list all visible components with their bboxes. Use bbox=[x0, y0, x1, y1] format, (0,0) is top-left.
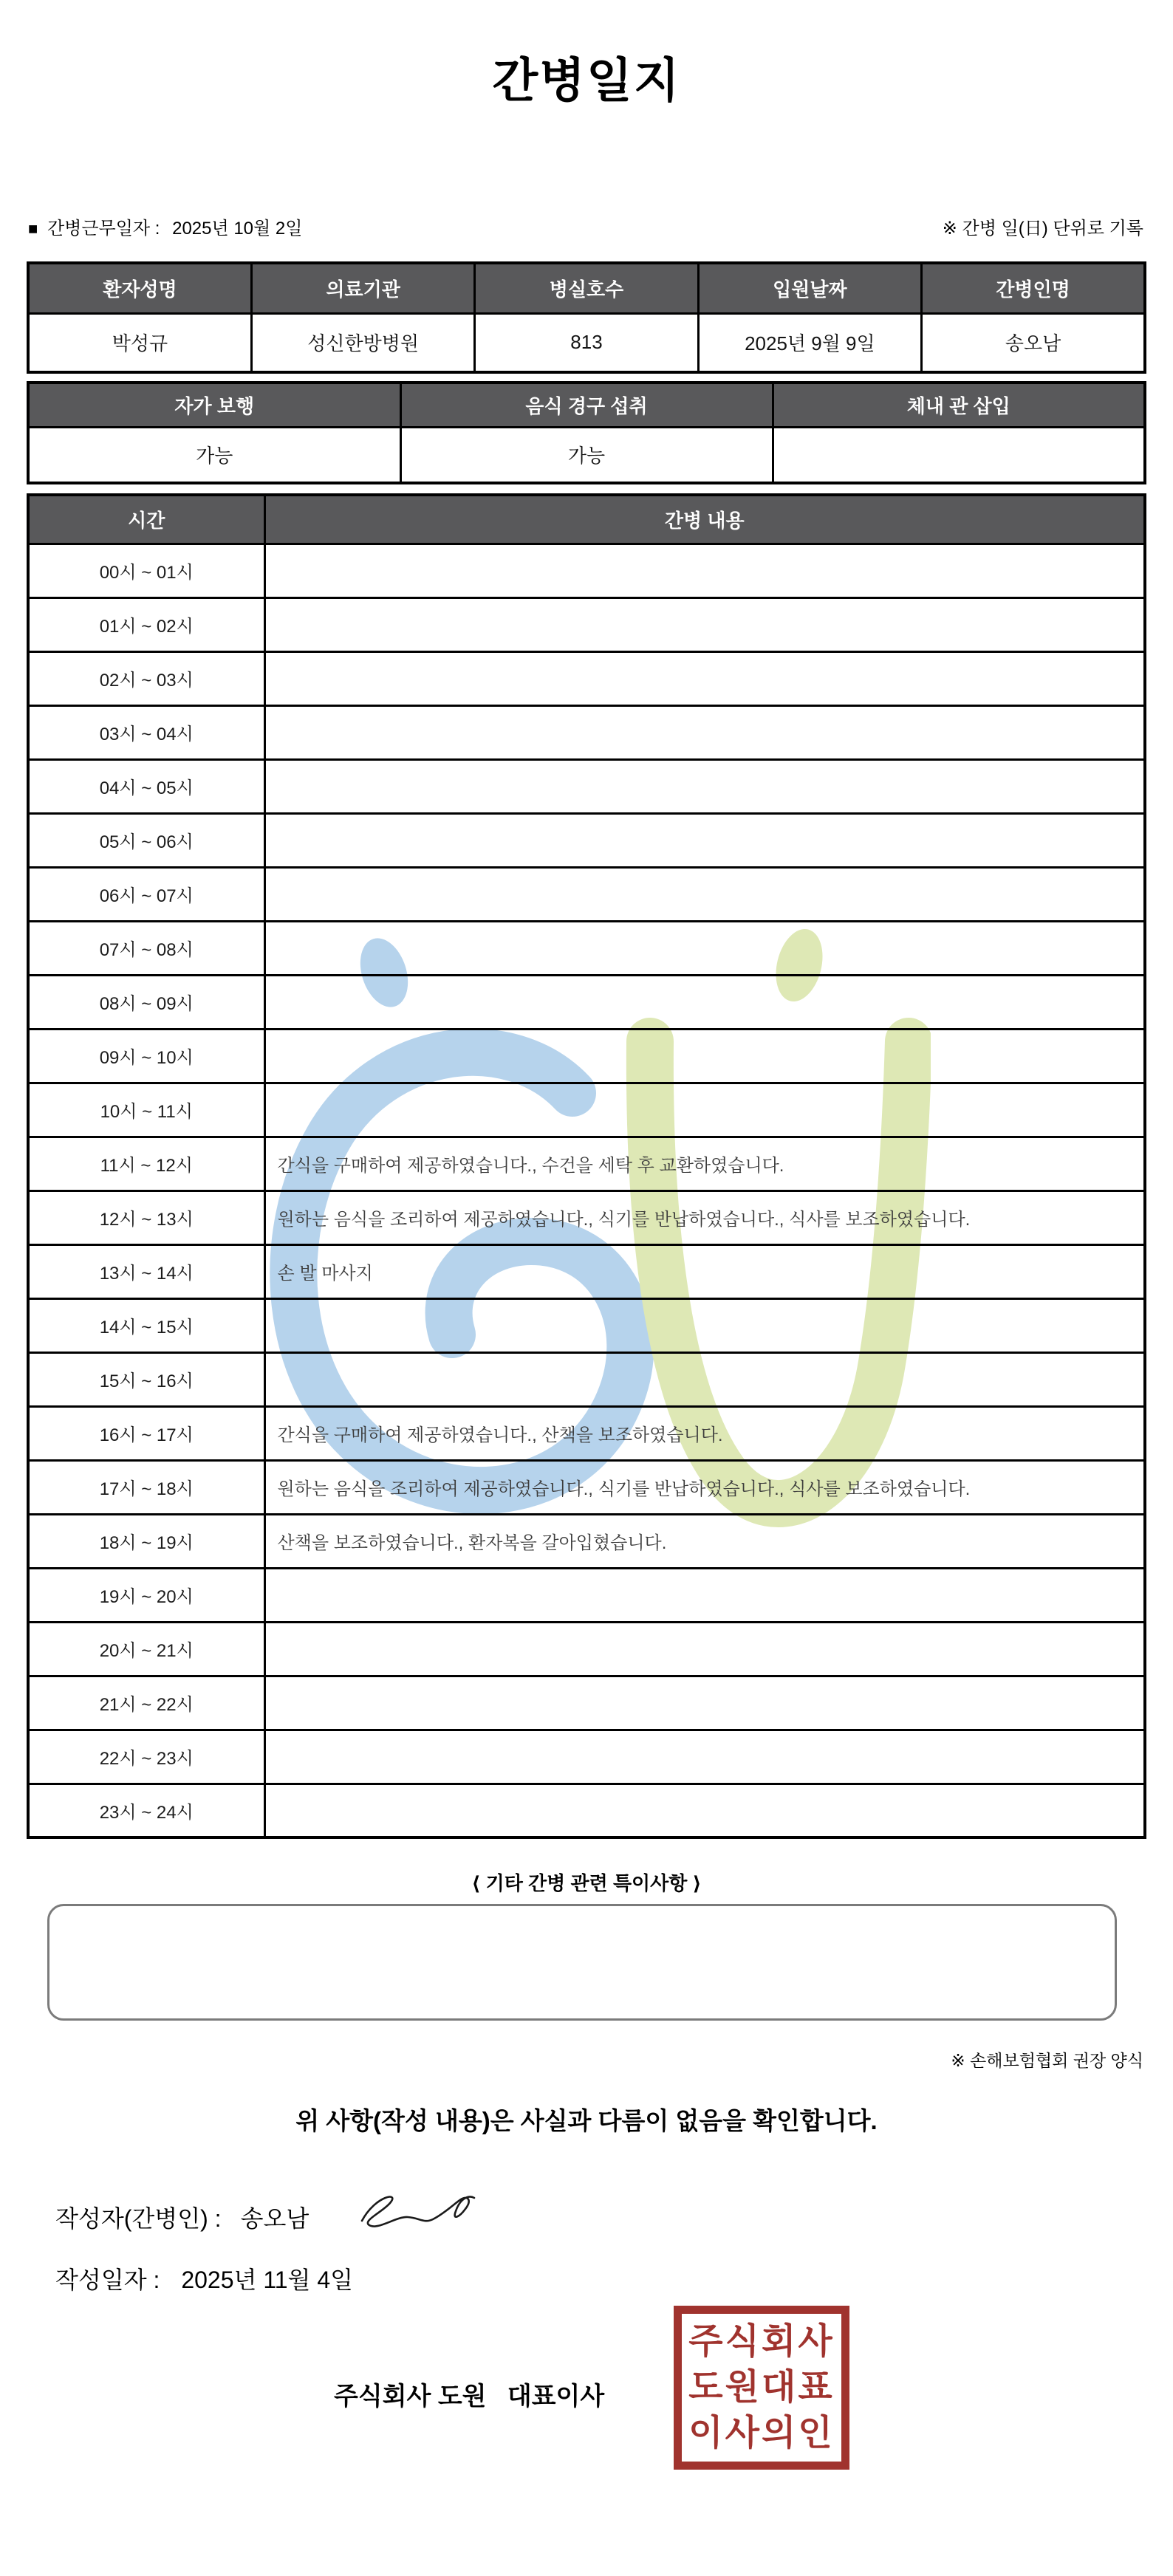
care-table-row bbox=[28, 921, 1145, 975]
other-notes-title: ⟨ 기타 간병 관련 특이사항 ⟩ bbox=[471, 1872, 702, 1894]
work-date-line bbox=[28, 213, 302, 239]
care-table-row bbox=[28, 1298, 1145, 1352]
seal-text-line: 이사의인 bbox=[688, 2414, 835, 2453]
care-content-cell bbox=[264, 1352, 1145, 1406]
care-content-cell bbox=[264, 759, 1145, 813]
care-content-cell: 산책을 보조하였습니다., 환자복을 갈아입혔습니다. bbox=[264, 1514, 1145, 1568]
written-date-value: 2025년 11월 4일 bbox=[181, 2267, 354, 2293]
care-table-row bbox=[28, 597, 1145, 651]
writer-line bbox=[55, 2189, 1173, 2245]
insurance-form-note: ※ 손해보험협회 권장 양식 bbox=[951, 2051, 1143, 2070]
value-admission-date: 2025년 9월 9일 bbox=[698, 313, 921, 372]
care-content-cell bbox=[264, 975, 1145, 1029]
company-seal-row bbox=[0, 2306, 1173, 2490]
care-time-cell: 05시 ~ 06시 bbox=[28, 813, 264, 867]
care-table-row bbox=[28, 1137, 1145, 1191]
care-table-row bbox=[28, 813, 1145, 867]
patient-info-header-row bbox=[28, 263, 1145, 313]
seal-text-line: 주식회사 bbox=[688, 2322, 835, 2361]
care-log-table bbox=[27, 493, 1146, 1839]
writer-label: 작성자(간병인) : bbox=[55, 2205, 222, 2232]
value-self-walking: 가능 bbox=[28, 427, 400, 483]
care-table-row bbox=[28, 1029, 1145, 1083]
care-time-cell: 21시 ~ 22시 bbox=[28, 1676, 264, 1730]
care-content-cell bbox=[264, 597, 1145, 651]
care-time-cell: 15시 ~ 16시 bbox=[28, 1352, 264, 1406]
header-internal-tube: 체내 관 삽입 bbox=[773, 383, 1145, 427]
care-time-cell: 13시 ~ 14시 bbox=[28, 1244, 264, 1298]
care-content-cell bbox=[264, 921, 1145, 975]
care-table-row bbox=[28, 1460, 1145, 1514]
care-time-cell: 14시 ~ 15시 bbox=[28, 1298, 264, 1352]
care-table-row bbox=[28, 1514, 1145, 1568]
value-room-number: 813 bbox=[475, 313, 698, 372]
care-time-cell: 22시 ~ 23시 bbox=[28, 1730, 264, 1784]
care-content-cell bbox=[264, 544, 1145, 597]
patient-status-table bbox=[27, 381, 1146, 484]
care-content-cell: 간식을 구매하여 제공하였습니다., 산책을 보조하였습니다. bbox=[264, 1406, 1145, 1460]
care-table-row bbox=[28, 1622, 1145, 1676]
written-date-line bbox=[55, 2261, 1173, 2291]
company-ceo-line: 주식회사 도원 대표이사 bbox=[334, 2383, 605, 2411]
care-content-cell bbox=[264, 1298, 1145, 1352]
care-time-cell: 00시 ~ 01시 bbox=[28, 544, 264, 597]
care-time-cell: 23시 ~ 24시 bbox=[28, 1784, 264, 1837]
care-time-cell: 08시 ~ 09시 bbox=[28, 975, 264, 1029]
care-time-cell: 16시 ~ 17시 bbox=[28, 1406, 264, 1460]
care-content-cell: 손 발 마사지 bbox=[264, 1244, 1145, 1298]
care-content-cell bbox=[264, 705, 1145, 759]
value-medical-institution: 성신한방병원 bbox=[251, 313, 474, 372]
care-time-cell: 09시 ~ 10시 bbox=[28, 1029, 264, 1083]
header-medical-institution: 의료기관 bbox=[251, 263, 474, 313]
care-time-cell: 20시 ~ 21시 bbox=[28, 1622, 264, 1676]
care-table-row bbox=[28, 1406, 1145, 1460]
patient-info-table bbox=[27, 261, 1146, 374]
care-table-row bbox=[28, 651, 1145, 705]
header-caregiver-name: 간병인명 bbox=[922, 263, 1145, 313]
work-date-label: 간병근무일자 : bbox=[47, 219, 160, 239]
care-time-cell: 02시 ~ 03시 bbox=[28, 651, 264, 705]
square-bullet-icon: ■ bbox=[28, 219, 38, 238]
value-caregiver-name: 송오남 bbox=[922, 313, 1145, 372]
care-content-cell bbox=[264, 1784, 1145, 1837]
care-table-header-row bbox=[28, 495, 1145, 544]
care-content-cell: 원하는 음식을 조리하여 제공하였습니다., 식기를 반납하였습니다., 식사를 보조하였습니다. bbox=[264, 1460, 1145, 1514]
patient-info-value-row bbox=[28, 313, 1145, 372]
header-admission-date: 입원날짜 bbox=[698, 263, 921, 313]
care-time-cell: 01시 ~ 02시 bbox=[28, 597, 264, 651]
header-time: 시간 bbox=[28, 495, 264, 544]
care-content-cell bbox=[264, 1029, 1145, 1083]
care-content-cell bbox=[264, 813, 1145, 867]
care-time-cell: 19시 ~ 20시 bbox=[28, 1568, 264, 1622]
status-header-row bbox=[28, 383, 1145, 427]
care-content-cell bbox=[264, 1568, 1145, 1622]
care-content-cell: 원하는 음식을 조리하여 제공하였습니다., 식기를 반납하였습니다., 식사를 보조하였습니다. bbox=[264, 1191, 1145, 1244]
care-content-cell bbox=[264, 1730, 1145, 1784]
care-time-cell: 03시 ~ 04시 bbox=[28, 705, 264, 759]
page-title: 간병일지 bbox=[492, 54, 681, 107]
care-time-cell: 10시 ~ 11시 bbox=[28, 1083, 264, 1137]
header-room-number: 병실호수 bbox=[475, 263, 698, 313]
care-time-cell: 07시 ~ 08시 bbox=[28, 921, 264, 975]
header-care-content: 간병 내용 bbox=[264, 495, 1145, 544]
handwritten-signature bbox=[352, 2187, 485, 2240]
care-time-cell: 12시 ~ 13시 bbox=[28, 1191, 264, 1244]
care-table-row bbox=[28, 1191, 1145, 1244]
care-content-cell bbox=[264, 1622, 1145, 1676]
care-table-row bbox=[28, 1352, 1145, 1406]
care-time-cell: 06시 ~ 07시 bbox=[28, 867, 264, 921]
written-date-label: 작성일자 : bbox=[55, 2267, 160, 2293]
care-table-row bbox=[28, 1568, 1145, 1622]
care-content-cell bbox=[264, 867, 1145, 921]
work-date-value: 2025년 10월 2일 bbox=[172, 219, 303, 239]
care-time-cell: 11시 ~ 12시 bbox=[28, 1137, 264, 1191]
care-table-row bbox=[28, 705, 1145, 759]
care-time-cell: 17시 ~ 18시 bbox=[28, 1460, 264, 1514]
meta-row bbox=[28, 216, 1143, 239]
confirmation-statement: 위 사항(작성 내용)은 사실과 다름이 없음을 확인합니다. bbox=[295, 2107, 878, 2134]
care-content-cell bbox=[264, 1083, 1145, 1137]
header-patient-name: 환자성명 bbox=[28, 263, 251, 313]
writer-name: 송오남 bbox=[240, 2205, 310, 2232]
care-time-cell: 18시 ~ 19시 bbox=[28, 1514, 264, 1568]
care-content-cell bbox=[264, 1676, 1145, 1730]
care-table-row bbox=[28, 1784, 1145, 1837]
care-table-row bbox=[28, 975, 1145, 1029]
care-content-cell bbox=[264, 651, 1145, 705]
seal-text-line: 도원대표 bbox=[688, 2368, 835, 2407]
care-table-row bbox=[28, 1244, 1145, 1298]
care-table-row bbox=[28, 1676, 1145, 1730]
value-oral-food-intake: 가능 bbox=[400, 427, 773, 483]
care-table-row bbox=[28, 1730, 1145, 1784]
other-notes-box bbox=[47, 1904, 1117, 2021]
care-table-row bbox=[28, 759, 1145, 813]
care-table-row bbox=[28, 867, 1145, 921]
status-value-row bbox=[28, 427, 1145, 483]
value-internal-tube bbox=[773, 427, 1145, 483]
care-time-cell: 04시 ~ 05시 bbox=[28, 759, 264, 813]
care-table-row bbox=[28, 1083, 1145, 1137]
care-content-cell: 간식을 구매하여 제공하였습니다., 수건을 세탁 후 교환하였습니다. bbox=[264, 1137, 1145, 1191]
care-table-row bbox=[28, 544, 1145, 597]
header-oral-food-intake: 음식 경구 섭취 bbox=[400, 383, 773, 427]
daily-record-note: ※ 간병 일(日) 단위로 기록 bbox=[942, 219, 1143, 239]
header-self-walking: 자가 보행 bbox=[28, 383, 400, 427]
value-patient-name: 박성규 bbox=[28, 313, 251, 372]
corporate-seal-stamp bbox=[674, 2306, 849, 2470]
